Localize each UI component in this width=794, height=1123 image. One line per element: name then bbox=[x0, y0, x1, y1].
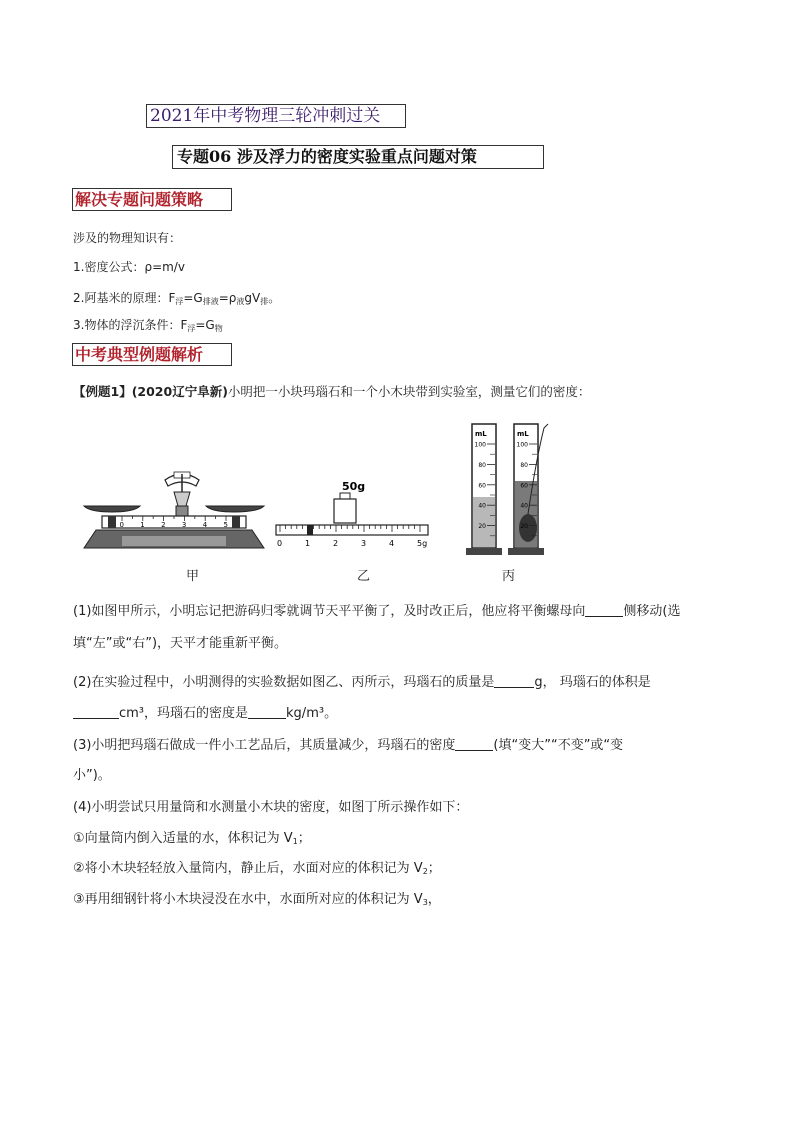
cylinder-figure bbox=[462, 420, 562, 558]
weight-ruler-figure bbox=[272, 475, 432, 555]
caption-yi: 乙 bbox=[357, 569, 371, 584]
answer-blank-volume[interactable] bbox=[73, 706, 119, 719]
right-pan bbox=[206, 506, 264, 512]
base-panel bbox=[122, 536, 226, 546]
float-sink-condition: 3.物体的浮沉条件：$F_浮=G_物$ bbox=[73, 318, 223, 333]
step-3: ③再用细钢针将小木块浸没在水中，水面所对应的体积记为 $V_3$， bbox=[73, 892, 441, 907]
question-4: (4)小明尝试只用量筒和水测量小木块的密度，如图丁所示操作如下： bbox=[73, 800, 469, 815]
question-3-line-2: 小”)。 bbox=[73, 768, 111, 783]
cylinder-with-stone bbox=[508, 424, 548, 555]
cylinder-tick-label: 80 bbox=[478, 461, 486, 469]
left-pan bbox=[84, 506, 140, 512]
cylinder-tick-label: 100 bbox=[516, 441, 528, 449]
ruler-tick-label: 3 bbox=[361, 539, 367, 548]
cylinder-tick-label: 100 bbox=[474, 441, 486, 449]
cylinder-2-unit: mL bbox=[517, 430, 529, 438]
cylinder-tick-label: 80 bbox=[520, 461, 528, 469]
ruler-tick-label: 2 bbox=[333, 539, 339, 548]
strategy-intro: 涉及的物理知识有： bbox=[73, 231, 182, 245]
rider-ruler bbox=[276, 525, 428, 535]
cylinder-water bbox=[466, 424, 502, 555]
ruler-tick-label: 5g bbox=[417, 539, 428, 548]
ruler-labels bbox=[277, 539, 427, 548]
beam-tick-label: 3 bbox=[181, 521, 187, 529]
cylinder-tick-label: 20 bbox=[478, 523, 486, 531]
question-2-line-1: (2)在实验过程中，小明测得的实验数据如图乙、丙所示，玛瑙石的质量是 g， 玛瑙石的体积是 bbox=[73, 675, 651, 690]
ruler-tick-label: 4 bbox=[389, 539, 395, 548]
examples-heading: 中考典型例题解析 bbox=[72, 343, 232, 366]
answer-blank-density[interactable] bbox=[248, 706, 286, 719]
cylinder-1-unit: mL bbox=[475, 430, 487, 438]
question-1-line-2: 填“左”或“右”)，天平才能重新平衡。 bbox=[73, 636, 288, 651]
cylinder-2-base bbox=[508, 548, 544, 555]
step-2: ②将小木块轻轻放入量筒内，静止后，水面对应的体积记为 $V_2$； bbox=[73, 861, 441, 876]
question-2-line-2: cm³，玛瑙石的密度是 kg/m³。 bbox=[73, 705, 337, 723]
density-formula: 1.密度公式：ρ=m/v bbox=[73, 260, 185, 274]
document-subtitle: 专题06 涉及浮力的密度实验重点问题对策 bbox=[172, 145, 544, 169]
cylinder-tick-label: 40 bbox=[520, 502, 528, 510]
cylinder-tick-label: 20 bbox=[520, 523, 528, 531]
weight-block bbox=[334, 499, 356, 523]
support-head bbox=[174, 492, 190, 506]
answer-blank-3[interactable] bbox=[455, 738, 493, 751]
caption-jia: 甲 bbox=[186, 569, 200, 584]
example-1-intro: 【例题1】(2020辽宁阜新)小明把一小块玛瑙石和一个小木块带到实验室，测量它们的密度： bbox=[73, 384, 591, 399]
question-1-line-1: (1)如图甲所示，小明忘记把游码归零就调节天平平衡了，及时改正后，他应将平衡螺母向 侧移动(选 bbox=[73, 604, 681, 619]
question-3-line-1: (3)小明把玛瑙石做成一件小工艺品后，其质量减少，玛瑙石的密度 (填“变大”“不变”或“变 bbox=[73, 738, 624, 753]
beam-tick-label: 2 bbox=[161, 521, 166, 529]
ruler-tick-label: 1 bbox=[305, 539, 311, 548]
weight-knob bbox=[340, 493, 350, 499]
step-1: ①向量筒内倒入适量的水，体积记为 $V_1$； bbox=[73, 831, 311, 846]
answer-blank-1[interactable] bbox=[585, 604, 623, 617]
left-nut bbox=[108, 516, 116, 528]
document-title: 2021年中考物理三轮冲刺过关 bbox=[146, 104, 406, 128]
beam-tick-label: 0 bbox=[119, 521, 124, 529]
balance-figure bbox=[82, 460, 266, 556]
cylinder-1-base bbox=[466, 548, 502, 555]
archimedes-principle: 2.阿基米的原理：$F_浮=G_{排液}=\rho_液gV_排$。 bbox=[73, 291, 281, 306]
beam-tick-label: 1 bbox=[140, 521, 145, 529]
answer-blank-mass[interactable] bbox=[494, 675, 534, 688]
cylinder-tick-label: 40 bbox=[478, 502, 486, 510]
cylinder-tick-label: 60 bbox=[478, 482, 486, 490]
cylinder-tick-label: 60 bbox=[520, 482, 528, 490]
caption-bing: 丙 bbox=[502, 569, 516, 584]
beam-tick-label: 5 bbox=[223, 521, 228, 529]
right-nut bbox=[232, 516, 240, 528]
ruler-tick-label: 0 bbox=[277, 539, 283, 548]
beam-tick-label: 4 bbox=[202, 521, 208, 529]
strategy-heading: 解决专题问题策略 bbox=[72, 188, 232, 211]
weight-label: 50g bbox=[342, 480, 366, 493]
